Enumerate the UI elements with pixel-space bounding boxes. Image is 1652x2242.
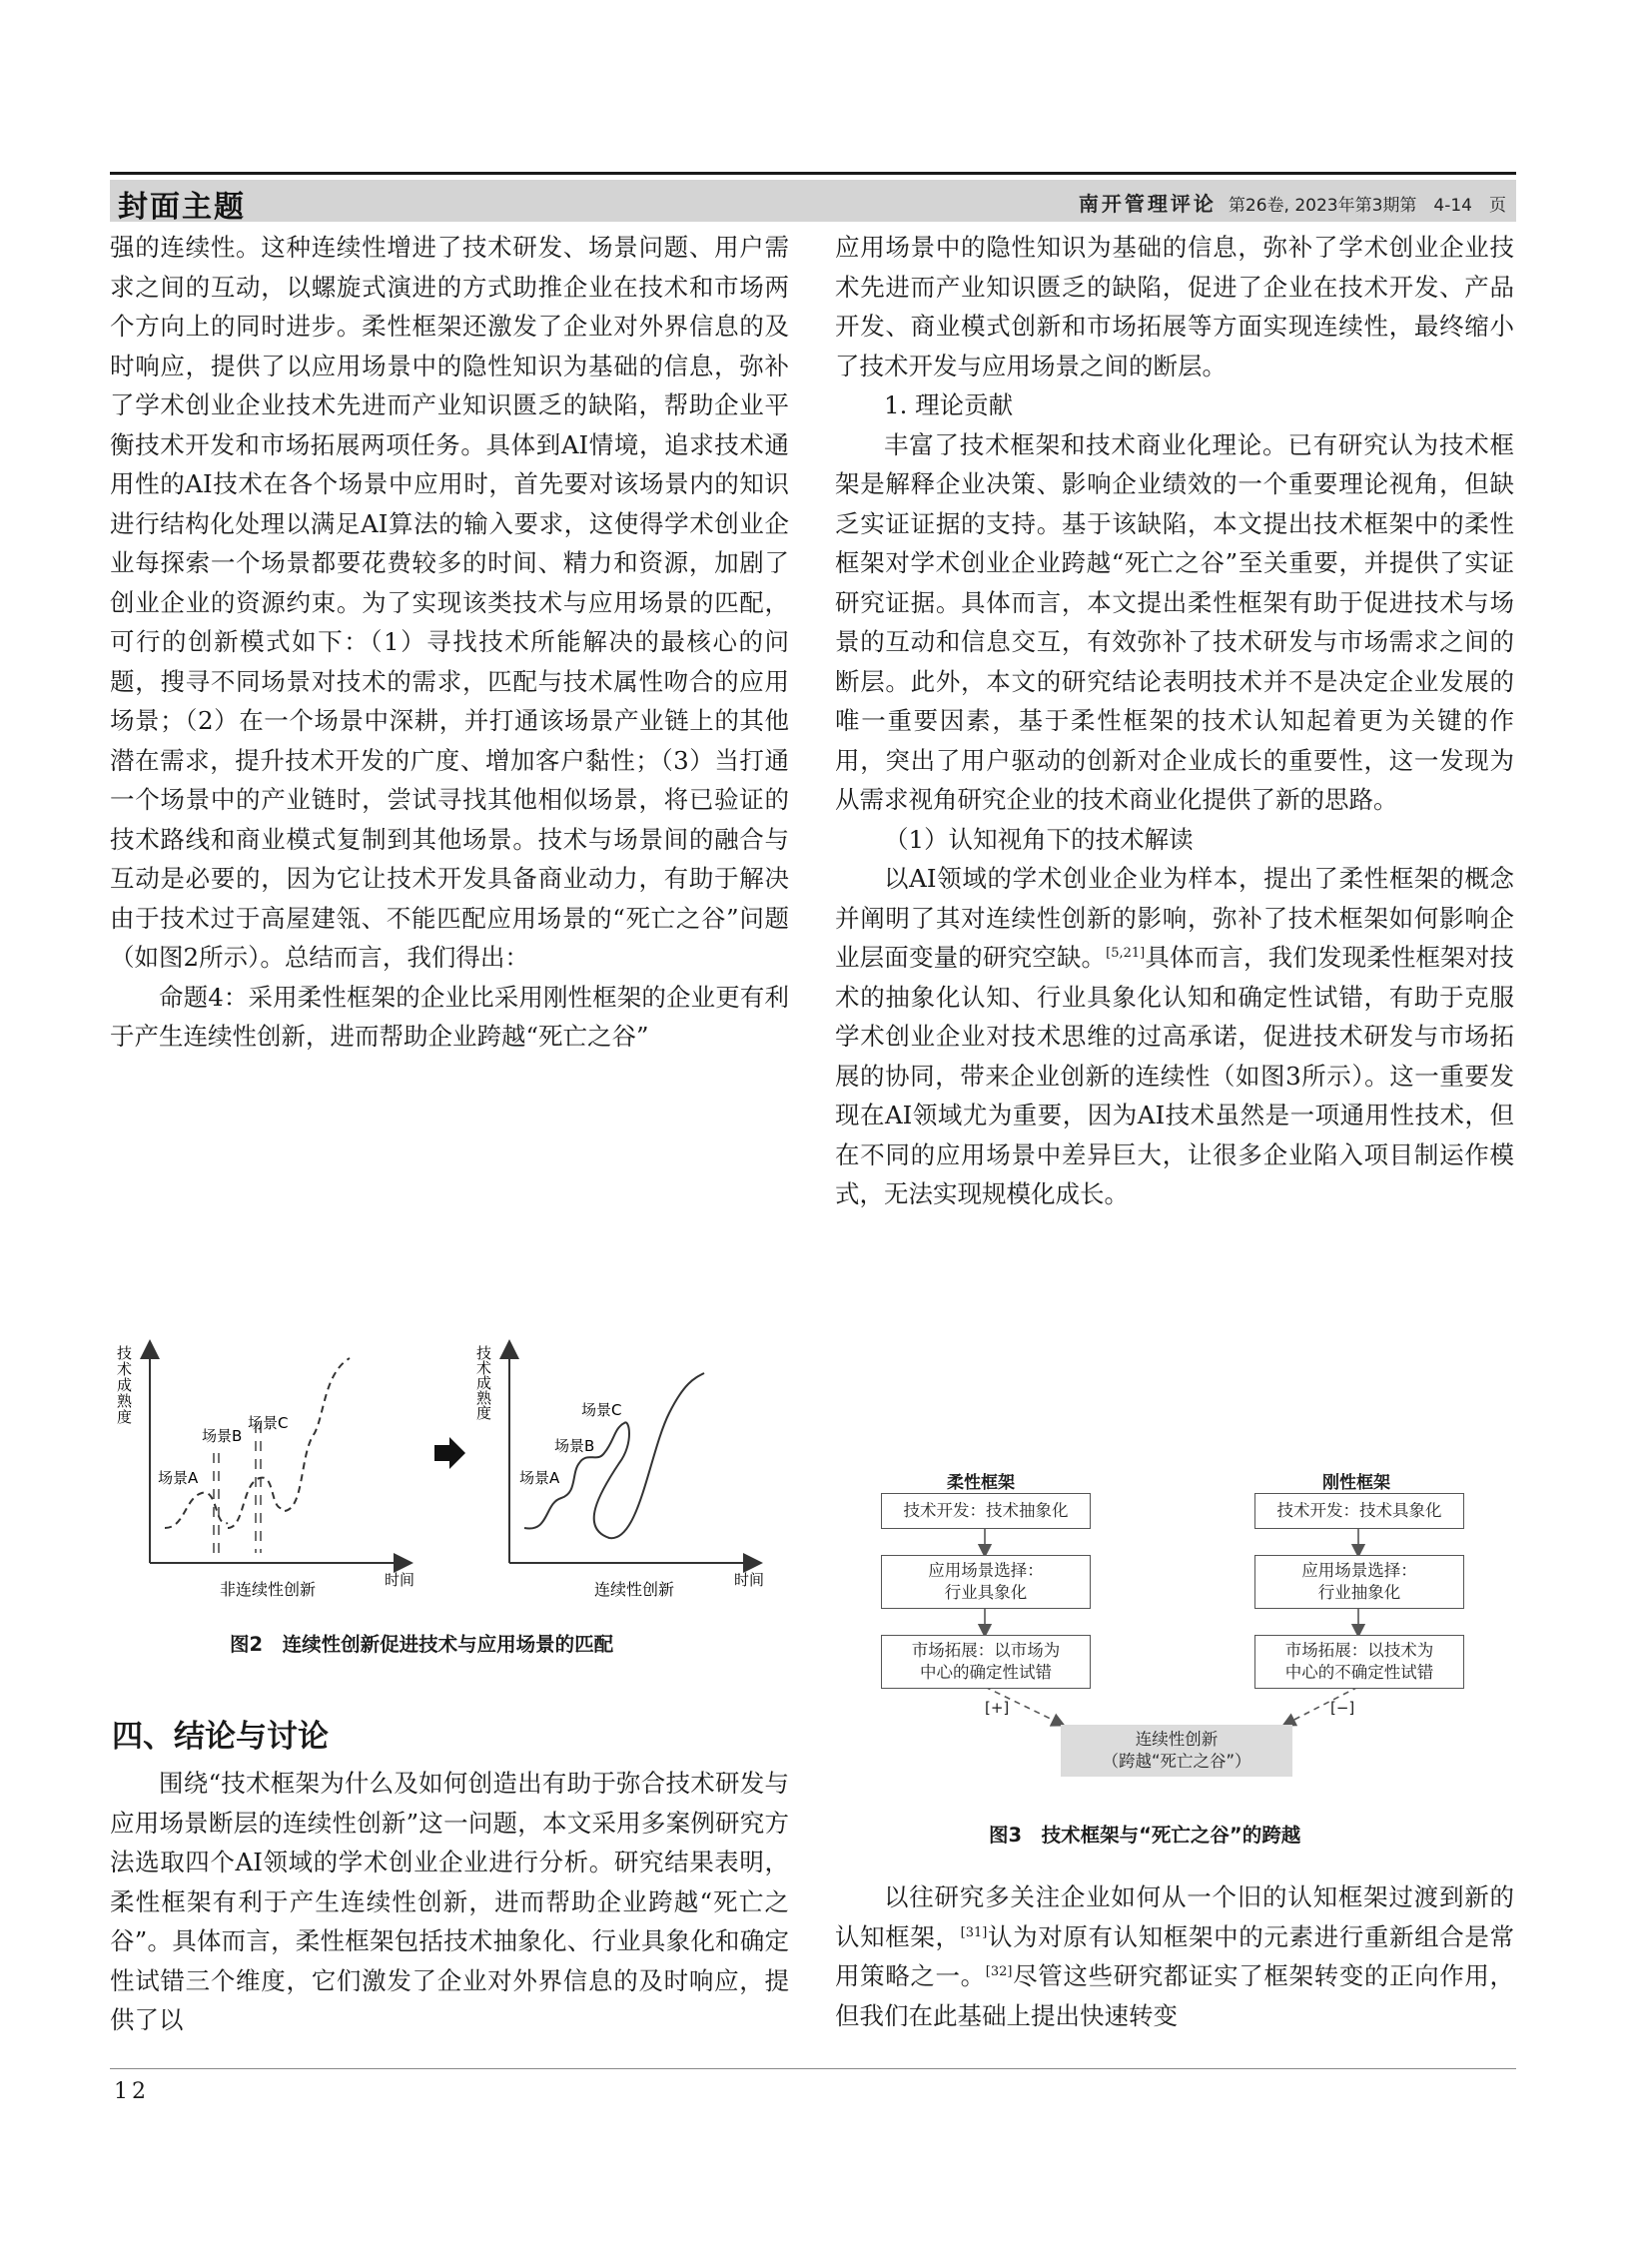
subheading: 1. 理论贡献 [884,390,1014,419]
fig2-right-xlabel: 连续性创新 [594,1580,675,1598]
subheading: （1）认知视角下的技术解读 [884,824,1194,854]
section-heading: 四、结论与讨论 [112,1719,329,1755]
flex-market-box: 市场拓展：以市场为 中心的确定性试错 [881,1635,1091,1689]
fig2-left-xlabel: 非连续性创新 [220,1580,317,1598]
citation: [31] [960,1924,988,1940]
flex-tech-dev-box: 技术开发：技术抽象化 [881,1493,1091,1529]
section-title: 封面主题 [118,190,246,225]
figure-2-caption: 图2 连续性创新促进技术与应用场景的匹配 [230,1633,614,1656]
citation: [32] [985,1963,1013,1979]
fig2-right-time: 时间 [734,1571,765,1589]
rigid-scene-box: 应用场景选择： 行业抽象化 [1254,1555,1464,1609]
figure-3 [835,1463,1514,1783]
fig2-left-scene-b: 场景B [202,1427,243,1445]
page-number: 12 [114,2079,150,2104]
fig2-left-scene-c: 场景C [248,1414,289,1432]
fig2-right-scene-b: 场景B [554,1437,595,1455]
citation: [5,21] [1106,945,1146,961]
left-column [110,228,789,1057]
fig2-left-scene-a: 场景A [158,1469,199,1487]
flexible-frame-title: 柔性框架 [947,1473,1015,1493]
paragraph: 以往研究多关注企业如何从一个旧的认知框架过渡到新的认知框架，[31]认为对原有认知框架中的元素进行重新组合是常用策略之一。[32]尽管这些研究都证实了框架转变的正向作用，但我们在此基础上提出快速转变 [835,1882,1515,2030]
rigid-tech-dev-box: 技术开发：技术具象化 [1254,1493,1464,1529]
transition-arrow-icon [434,1437,465,1469]
negative-label: [−] [1330,1699,1355,1717]
figure-2 [110,1333,799,1598]
right-column-tail [835,1877,1514,2035]
running-header [110,180,1516,225]
positive-label: [+] [985,1699,1010,1717]
fig2-right-scene-c: 场景C [581,1401,622,1419]
section-4-text [110,1764,789,2040]
continuous-innovation-box: 连续性创新 （跨越“死亡之谷”） [1061,1725,1292,1777]
paragraph: 强的连续性。这种连续性增进了技术研发、场景问题、用户需求之间的互动，以螺旋式演进的方式助推企业在技术和市场两个方向上的同时进步。柔性框架还激发了企业对外界信息的及时响应，提供了以应用场景中的隐性知识为基础的信息，弥补了学术创业企业技术先进而产业知识匮乏的缺陷，帮助企业平衡技术开发和市场拓展两项任务。具体到AI情境，追求技术通用性的AI技术在各个场景中应用时，首先要对该场景内的知识进行结构化处理以满足AI算法的输入要求，这使得学术创业企业每探索一个场景都要花费较多的时间、精力和资源，加剧了创业企业的资源约束。为了实现该类技术与应用场景的匹配，可行的创新模式如下：（1）寻找技术所能解决的最核心的问题，搜寻不同场景对技术的需求，匹配与技术属性吻合的应用场景；（2）在一个场景中深耕，并打通该场景产业链上的其他潜在需求，提升技术开发的广度、增加客户黏性；（3）当打通一个场景中的产业链时，尝试寻找其他相似场景，将已验证的技术路线和商业模式复制到其他场景。技术与场景间的融合与互动是必要的，因为它让技术开发具备商业动力，有助于解决由于技术过于高屋建瓴、不能匹配应用场景的“死亡之谷”问题（如图2所示）。总结而言，我们得出： [110,233,789,972]
journal-name: 南开管理评论 [1078,192,1217,216]
flex-scene-box: 应用场景选择： 行业具象化 [881,1555,1091,1609]
rigid-frame-title: 刚性框架 [1322,1473,1390,1493]
paragraph: 围绕“技术框架为什么及如何创造出有助于弥合技术研发与应用场景断层的连续性创新”这一问题，本文采用多案例研究方法选取四个AI领域的学术创业企业进行分析。研究结果表明，柔性框架有利于产生连续性创新，进而帮助企业跨越“死亡之谷”。具体而言，柔性框架包括技术抽象化、行业具象化和确定性试错三个维度，它们激发了企业对外界信息的及时响应，提供了以 [110,1769,789,2034]
fig2-left-ylabel: 技术成熟度 [115,1345,133,1425]
fig2-right-scene-a: 场景A [519,1469,560,1487]
paragraph: 以AI领域的学术创业企业为样本，提出了柔性框架的概念并阐明了其对连续性创新的影响，弥补了技术框架如何影响企业层面变量的研究空缺。[5,21]具体而言，我们发现柔性框架对技术的抽象化认知、行业具象化认知和确定性试错，有助于克服学术创业企业对技术思维的过高承诺，促进技术研发与市场拓展的协同，带来企业创新的连续性（如图3所示）。这一重要发现在AI领域尤为重要，因为AI技术虽然是一项通用性技术，但在不同的应用场景中差异巨大，让很多企业陷入项目制运作模式，无法实现规模化成长。 [835,864,1515,1208]
fig2-right-ylabel: 技术成熟度 [474,1345,492,1420]
issue-info: 第26卷, 2023年第3期第 4-14 页 [1228,196,1506,216]
proposition-4: 命题4：采用柔性框架的企业比采用刚性框架的企业更有利于产生连续性创新，进而帮助企业跨越“死亡之谷” [110,982,789,1051]
figure-3-caption: 图3 技术框架与“死亡之谷”的跨越 [989,1824,1301,1847]
paragraph: 应用场景中的隐性知识为基础的信息，弥补了学术创业企业技术先进而产业知识匮乏的缺陷，促进了企业在技术开发、产品开发、商业模式创新和市场拓展等方面实现连续性，最终缩小了技术开发与应用场景之间的断层。 [835,233,1514,380]
journal-info [1079,188,1506,217]
fig2-left-time: 时间 [385,1571,415,1589]
paragraph: 丰富了技术框架和技术商业化理论。已有研究认为技术框架是解释企业决策、影响企业绩效的一个重要理论视角，但缺乏实证证据的支持。基于该缺陷，本文提出技术框架中的柔性框架对学术创业企业跨越“死亡之谷”至关重要，并提供了实证研究证据。具体而言，本文提出柔性框架有助于促进技术与场景的互动和信息交互，有效弥补了技术研发与市场需求之间的断层。此外，本文的研究结论表明技术并不是决定企业发展的唯一重要因素，基于柔性框架的技术认知起着更为关键的作用，突出了用户驱动的创新对企业成长的重要性，这一发现为从需求视角研究企业的技术商业化提供了新的思路。 [835,429,1514,814]
footer-rule [110,2068,1516,2069]
rigid-market-box: 市场拓展：以技术为 中心的不确定性试错 [1254,1635,1464,1689]
right-column [835,228,1514,1214]
header-rule [110,172,1516,175]
